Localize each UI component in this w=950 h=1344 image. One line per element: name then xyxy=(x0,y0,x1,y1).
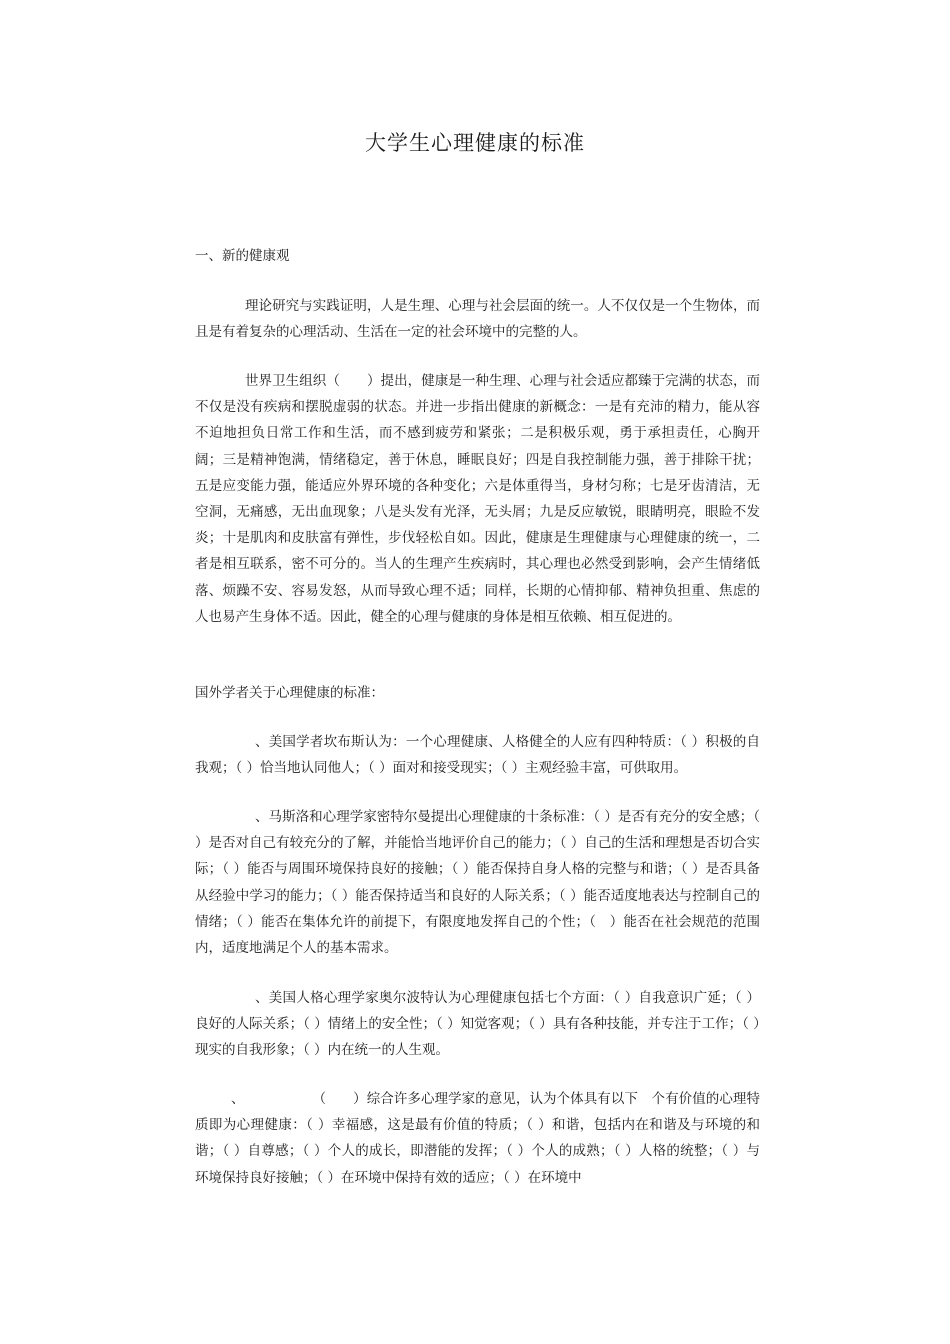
document-title: 大学生心理健康的标准 xyxy=(365,131,585,155)
paragraph-maslow: 、马斯洛和心理学家密特尔曼提出心理健康的十条标准：（ ）是否有充分的安全感；（ ）是否对自己有较充分的了解，并能恰当地评价自己的能力；（ ）自己的生活和理想是否切合实际；（ ）能否与周围环境保持良好的接触；（ ）能否保持自身人格的完整与和谐；（ ）是否具备从经验中学习的能力；（ ）能否保持适当和良好的人际关系；（ ）能否适度地表达与控制自己的情绪；（ ）能否在集体允许的前提下，有限度地发挥自己的个性；（ ）能否在社会规范的范围内，适度地满足个人的基本需求。 xyxy=(195,809,760,957)
section-heading-health-view: 一、新的健康观 xyxy=(195,248,290,264)
paragraph-theory: 理论研究与实践证明，人是生理、心理与社会层面的统一。人不仅仅是一个生物体，而且是有着复杂的心理活动、生活在一定的社会环境中的完整的人。 xyxy=(195,298,760,341)
section-heading-foreign-standards: 国外学者关于心理健康的标准： xyxy=(195,685,384,701)
paragraph-who-definition: 世界卫生组织（ ）提出，健康是一种生理、心理与社会适应都臻于完满的状态，而不仅是没有疾病和摆脱虚弱的状态。并进一步指出健康的新概念：一是有充沛的精力，能从容不迫地担负日常工作和生活，而不感到疲劳和紧张；二是积极乐观，勇于承担责任，心胸开阔；三是精神饱满，情绪稳定，善于休息，睡眠良好；四是自我控制能力强，善于排除干扰；五是应变能力强，能适应外界环境的各种变化；六是体重得当，身材匀称；七是牙齿清洁，无空洞，无痛感，无出血现象；八是头发有光泽，无头屑；九是反应敏锐，眼睛明亮，眼睑不发炎；十是肌肉和皮肤富有弹性，步伐轻松自如。因此，健康是生理健康与心理健康的统一，二者是相互联系，密不可分的。当人的生理产生疾病时，其心理也必然受到影响，会产生情绪低落、烦躁不安、容易发怒，从而导致心理不适；同样，长期的心情抑郁、精神负担重、焦虑的人也易产生身体不适。因此，健全的心理与健康的身体是相互依赖、相互促进的。 xyxy=(195,373,760,625)
paragraph-psychological-traits: 、 （ ）综合许多心理学家的意见，认为个体具有以下 个有价值的心理特质即为心理健康：（ ）幸福感，这是最有价值的特质；（ ）和谐，包括内在和谐及与环境的和谐；（ ）自尊感；（ ）个人的成长，即潜能的发挥；（ ）个人的成熟；（ ）人格的统整；（ ）与环境保持良好接触；（ ）在环境中保持有效的适应；（ ）在环境中 xyxy=(195,1091,760,1186)
paragraph-combs: 、美国学者坎布斯认为：一个心理健康、人格健全的人应有四种特质：（ ）积极的自我观；（ ）恰当地认同他人；（ ）面对和接受现实；（ ）主观经验丰富，可供取用。 xyxy=(195,734,760,777)
paragraph-allport: 、美国人格心理学家奥尔波特认为心理健康包括七个方面：（ ）自我意识广延；（ ）良好的人际关系；（ ）情绪上的安全性；（ ）知觉客观；（ ）具有各种技能，并专注于工作；（ ）现实的自我形象；（ ）内在统一的人生观。 xyxy=(195,990,760,1059)
